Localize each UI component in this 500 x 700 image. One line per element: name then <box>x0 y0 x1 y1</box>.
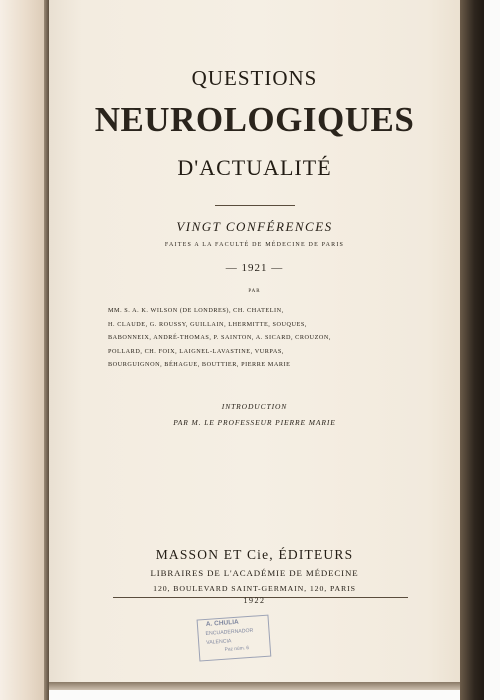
author-line: POLLARD, CH. FOIX, LAIGNEL-LAVASTINE, VURPAS, <box>108 347 284 355</box>
page-bottom-edge <box>49 682 460 690</box>
author-line: BOURGUIGNON, BÉHAGUE, BOUTTIER, PIERRE MARIE <box>108 361 291 368</box>
introduction-heading: INTRODUCTION <box>221 402 288 411</box>
publisher-address: 120, BOULEVARD SAINT-GERMAIN, 120, PARIS <box>153 584 356 593</box>
binder-stamp <box>197 614 274 663</box>
author-line: H. CLAUDE, G. ROUSSY, GUILLAIN, LHERMITTE, SOUQUES, <box>108 320 307 328</box>
subtitle-year: — 1921 — <box>225 262 284 274</box>
stamp-name: A. CHULIA <box>205 618 239 628</box>
by-label: PAR <box>248 289 261 294</box>
stamp-city: VALENCIA <box>206 638 232 647</box>
subtitle-faculty: FAITES A LA FACULTÉ DE MÉDECINE DE PARIS <box>164 242 345 248</box>
stamp-trade: ENCUADERNADOR <box>205 627 254 638</box>
title-line-2: NEUROLOGIQUES <box>94 100 415 139</box>
author-line: MM. S. A. K. WILSON (DE LONDRES), CH. CHATELIN, <box>108 307 284 314</box>
title-line-1: QUESTIONS <box>191 66 318 90</box>
subtitle-conferences: VINGT CONFÉRENCES <box>176 219 333 234</box>
author-list <box>108 304 408 372</box>
stamp-address: Paz núm. 6 <box>224 646 250 653</box>
page-fore-edge <box>460 0 484 700</box>
publisher-name: MASSON ET Cie, ÉDITEURS <box>155 547 354 562</box>
title-line-3: D'ACTUALITÉ <box>177 155 332 180</box>
publisher-subtitle: LIBRAIRES DE L'ACADÉMIE DE MÉDECINE <box>150 568 359 578</box>
title-divider <box>215 205 295 206</box>
book-spine <box>0 0 48 700</box>
publication-year: 1922 <box>243 596 266 605</box>
introduction-author: PAR M. LE PROFESSEUR PIERRE MARIE <box>173 418 336 427</box>
author-line: BABONNEIX, ANDRÉ-THOMAS, P. SAINTON, A. SICARD, CROUZON, <box>108 334 332 341</box>
